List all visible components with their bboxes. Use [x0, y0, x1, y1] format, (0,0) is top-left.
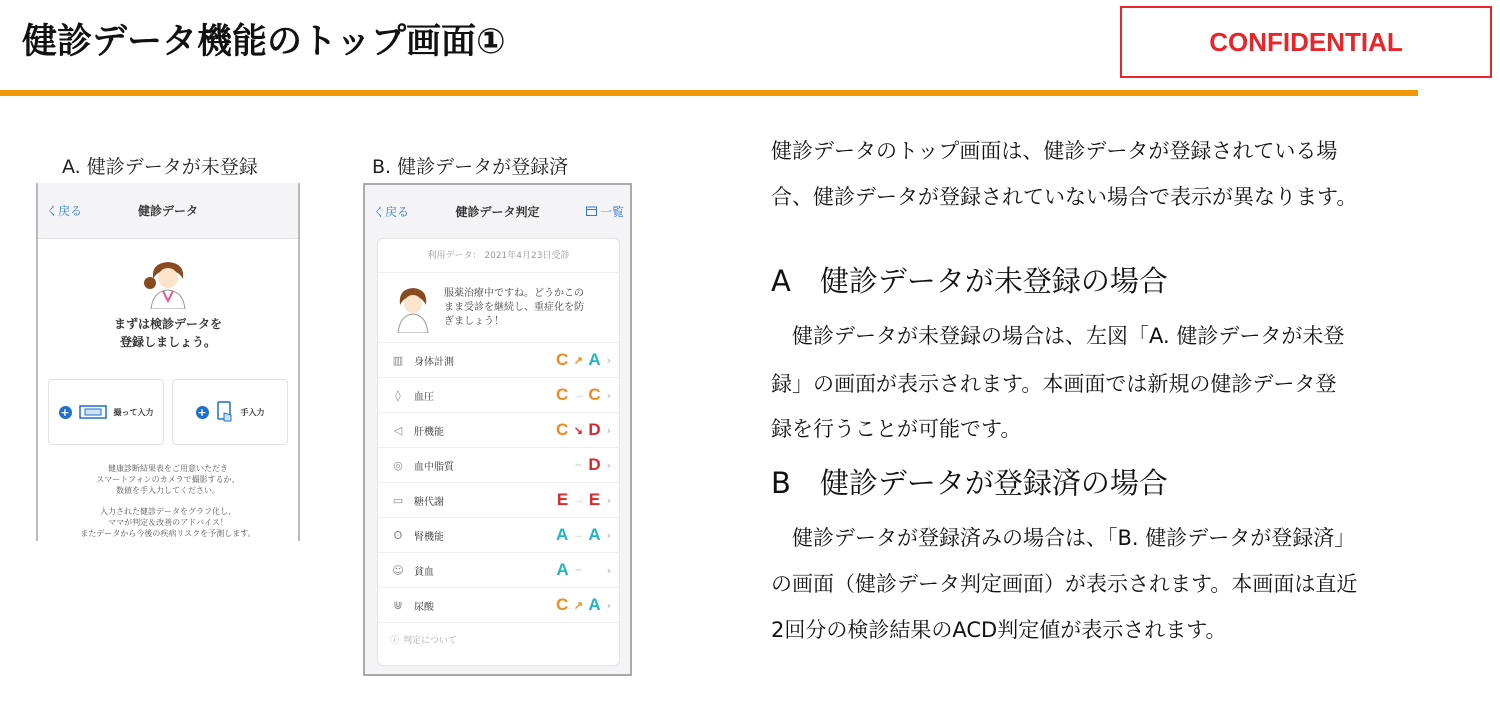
plus-icon: +: [197, 405, 207, 419]
back-button[interactable]: く戻る: [46, 204, 83, 218]
latest-grade: E: [588, 490, 601, 509]
grade-pair: [556, 525, 601, 545]
caption-b: B. 健診データが登録済: [372, 156, 569, 178]
instruction-note: [38, 463, 298, 539]
latest-grade: A: [588, 350, 601, 369]
row-label: 貧血: [414, 566, 434, 578]
grade-pair: [556, 420, 601, 440]
row-label: 腎機能: [414, 531, 444, 543]
judgement-row[interactable]: [378, 413, 619, 448]
body-a-line-3: 録を行うことが可能です。: [771, 417, 1022, 441]
slide-title: 健診データ機能のトップ画面①: [22, 22, 506, 62]
advice-text: 服薬治療中ですね。どうかこのまま受診を継続し、重症化を防ぎましょう！: [444, 287, 584, 327]
trend-arrow-icon: →: [572, 389, 584, 401]
row-label: 血中脂質: [414, 461, 454, 473]
anemia-icon: ☺: [392, 563, 404, 577]
phone-screen-registered: [363, 183, 632, 676]
nav-bar: [365, 185, 630, 237]
chevron-right-icon: ›: [606, 388, 611, 402]
doctor-illustration: [392, 283, 434, 333]
previous-grade: C: [556, 385, 569, 404]
row-label: 尿酸: [414, 601, 434, 613]
help-icon: ⓘ: [390, 635, 400, 646]
trend-arrow-icon: –: [575, 459, 582, 471]
previous-grade: C: [556, 420, 569, 439]
grade-pair: [556, 385, 601, 405]
hand-tap-icon: [215, 401, 235, 423]
body-b-line-1: 健診データが登録済みの場合は、「B. 健診データが登録済」: [771, 526, 1356, 550]
latest-grade: C: [588, 385, 601, 404]
manual-input-label: 手入力: [240, 407, 265, 417]
heading-a: A 健診データが未登録の場合: [771, 264, 1168, 298]
latest-grade: A: [588, 525, 601, 544]
grade-pair: [556, 350, 601, 370]
note-line: またデータから今後の疾病リスクを予測します。: [80, 529, 256, 538]
latest-grade: D: [588, 420, 601, 439]
grade-pair: [557, 490, 601, 510]
previous-grade: A: [556, 560, 569, 579]
latest-grade: D: [588, 455, 601, 474]
grade-pair: [556, 595, 601, 615]
judgement-row[interactable]: [378, 588, 619, 623]
uric-acid-icon: ⋓: [393, 598, 403, 612]
lipid-icon: ◎: [393, 458, 403, 472]
judgement-card: [377, 238, 620, 666]
input-choices: [48, 379, 288, 445]
plus-icon: +: [60, 405, 70, 419]
body-a-line-2: 録」の画面が表示されます。本画面では新規の健診データ登: [771, 372, 1337, 396]
intro-text: [38, 315, 298, 351]
chevron-right-icon: ›: [606, 458, 611, 472]
photo-input-label: 撮って入力: [113, 407, 154, 417]
liver-icon: ◁: [393, 423, 403, 437]
trend-arrow-icon: ↘: [573, 424, 583, 437]
body-b-line-2: の画面（健診データ判定画面）が表示されます。本画面は直近: [771, 572, 1358, 596]
help-label: 判定について: [403, 635, 457, 646]
intro-line-1: 健診データのトップ画面は、健診データが登録されている場: [771, 139, 1338, 163]
previous-grade: C: [556, 350, 569, 369]
chevron-right-icon: ›: [606, 563, 611, 577]
body-measure-icon: ▥: [392, 353, 404, 367]
nav-bar: [38, 183, 298, 239]
trend-arrow-icon: ↗: [573, 354, 583, 367]
list-label: 一覧: [599, 204, 624, 219]
note-line: ママが判定＆改善のアドバイス！: [108, 518, 228, 527]
judgement-row[interactable]: [378, 553, 619, 588]
trend-arrow-icon: →: [573, 494, 585, 506]
previous-grade: C: [556, 595, 569, 614]
kidney-icon: ʘ: [393, 528, 403, 542]
blood-pressure-icon: ◊: [395, 388, 401, 402]
judgement-row[interactable]: [378, 483, 619, 518]
chevron-right-icon: ›: [606, 353, 611, 367]
manual-input-button[interactable]: [172, 379, 288, 445]
note-line: 健康診断結果表をご用意いただき: [108, 464, 228, 473]
advice-box: [378, 273, 619, 343]
phone-screen-unregistered: [36, 183, 300, 541]
body-a-line-1: 健診データが未登録の場合は、左図「A. 健診データが未登: [771, 324, 1345, 348]
previous-grade: A: [556, 525, 569, 544]
latest-grade: A: [588, 595, 601, 614]
judgement-row[interactable]: [378, 518, 619, 553]
heading-b: B 健診データが登録済の場合: [771, 466, 1168, 500]
row-label: 血圧: [414, 391, 434, 403]
nav-title: 健診データ: [137, 204, 198, 218]
note-line: 入力された健診データをグラフ化し、: [100, 507, 236, 516]
intro-line: まずは検診データを: [113, 317, 222, 331]
judgement-row[interactable]: [378, 378, 619, 413]
row-label: 糖代謝: [414, 496, 444, 508]
intro-line-2: 合、健診データが登録されていない場合で表示が異なります。: [771, 185, 1358, 209]
help-link[interactable]: [378, 623, 619, 655]
grade-pair: [556, 560, 600, 580]
trend-arrow-icon: →: [572, 529, 584, 541]
photo-input-button[interactable]: [48, 379, 164, 445]
confidential-text: CONFIDENTIAL: [1209, 26, 1403, 57]
glucose-icon: ▭: [392, 493, 404, 507]
list-button[interactable]: [586, 203, 624, 220]
note-line: スマートフォンのカメラで撮影するか、: [96, 475, 240, 484]
used-data-date[interactable]: 利用データ： 2021年4月23日受診: [378, 239, 619, 273]
calendar-icon: [586, 206, 597, 216]
confidential-label: [1120, 6, 1492, 78]
row-label: 身体計測: [414, 356, 454, 368]
judgement-row[interactable]: [378, 448, 619, 483]
chevron-right-icon: ›: [606, 528, 611, 542]
nav-title: 健診データ判定: [455, 204, 540, 219]
note-line: 数値を手入力してください。: [116, 486, 220, 495]
camera-scan-icon: [78, 404, 108, 420]
caption-a: A. 健診データが未登録: [62, 156, 258, 178]
trend-arrow-icon: –: [575, 564, 582, 576]
back-button[interactable]: く戻る: [373, 204, 410, 219]
grade-pair: [556, 455, 600, 475]
chevron-right-icon: ›: [606, 598, 611, 612]
chevron-right-icon: ›: [606, 423, 611, 437]
previous-grade: E: [556, 490, 569, 509]
intro-line: 登録しましょう。: [119, 335, 216, 349]
judgement-list: [378, 343, 619, 623]
chevron-right-icon: ›: [606, 493, 611, 507]
title-divider: [0, 90, 1418, 96]
trend-arrow-icon: ↗: [573, 599, 583, 612]
row-label: 肝機能: [414, 426, 444, 438]
judgement-row[interactable]: [378, 343, 619, 378]
body-b-line-3: 2回分の検診結果のACD判定値が表示されます。: [771, 618, 1227, 642]
doctor-illustration: [139, 257, 197, 309]
